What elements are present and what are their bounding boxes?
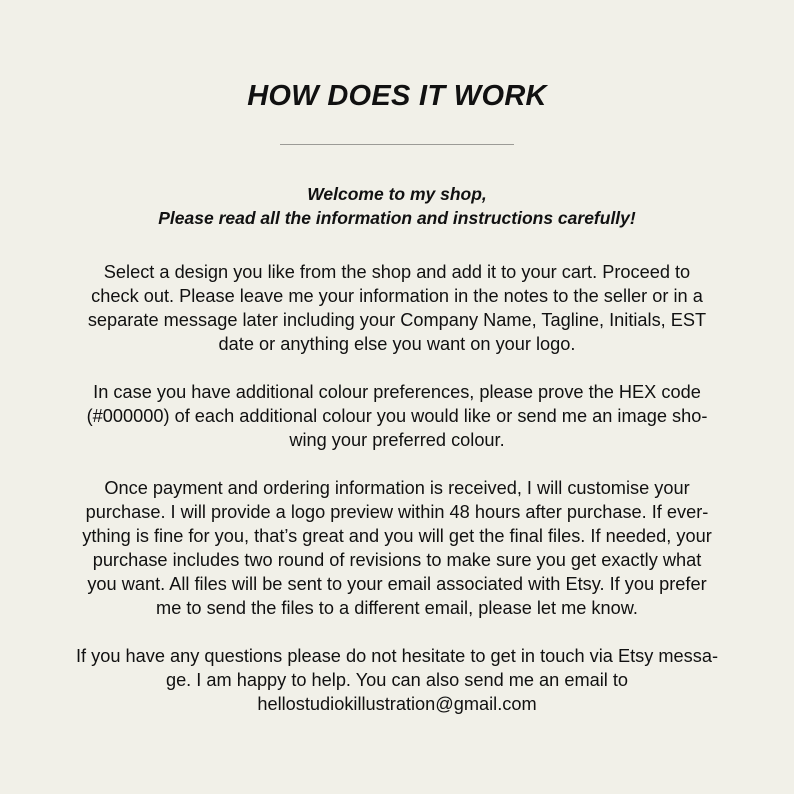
page-title: HOW DOES IT WORK [247,80,547,112]
paragraph-line: purchase includes two round of revisions to make sure you get exactly what [92,550,702,570]
paragraph-line: In case you have additional colour preferences, please prove the HEX code [93,382,701,402]
contact-paragraph [57,644,737,716]
paragraph-line: me to send the files to a different email, please let me know. [156,598,638,618]
contact-email: hellostudiokillustration@gmail.com [257,694,537,714]
paragraph-line: Once payment and ordering information is received, I will customise your [104,478,690,498]
paragraph-line: wing your preferred colour. [289,430,505,450]
paragraph-line: (#000000) of each additional colour you would like or send me an image sho- [86,406,708,426]
paragraph-line: Select a design you like from the shop and add it to your cart. Proceed to [103,262,691,282]
welcome-intro [0,182,794,230]
paragraph-line: separate message later including your Company Name, Tagline, Initials, EST [87,310,707,330]
paragraph-line: date or anything else you want on your logo. [218,334,576,354]
ordering-paragraph [57,260,737,356]
paragraph-line: ge. I am happy to help. You can also send me an email to [165,670,629,690]
title-divider [280,144,514,145]
paragraph-line: you want. All files will be sent to your email associated with Etsy. If you prefer [87,574,707,594]
welcome-line: Welcome to my shop, [307,184,487,204]
paragraph-line: check out. Please leave me your information in the notes to the seller or in a [91,286,703,306]
instructions-notice: Please read all the information and instructions carefully! [158,208,636,228]
process-paragraph [57,476,737,620]
paragraph-line: purchase. I will provide a logo preview within 48 hours after purchase. If ever- [85,502,709,522]
colour-paragraph [57,380,737,452]
paragraph-line: If you have any questions please do not hesitate to get in touch via Etsy messa- [76,646,718,666]
paragraph-line: ything is fine for you, that’s great and you will get the final files. If needed, your [82,526,712,546]
